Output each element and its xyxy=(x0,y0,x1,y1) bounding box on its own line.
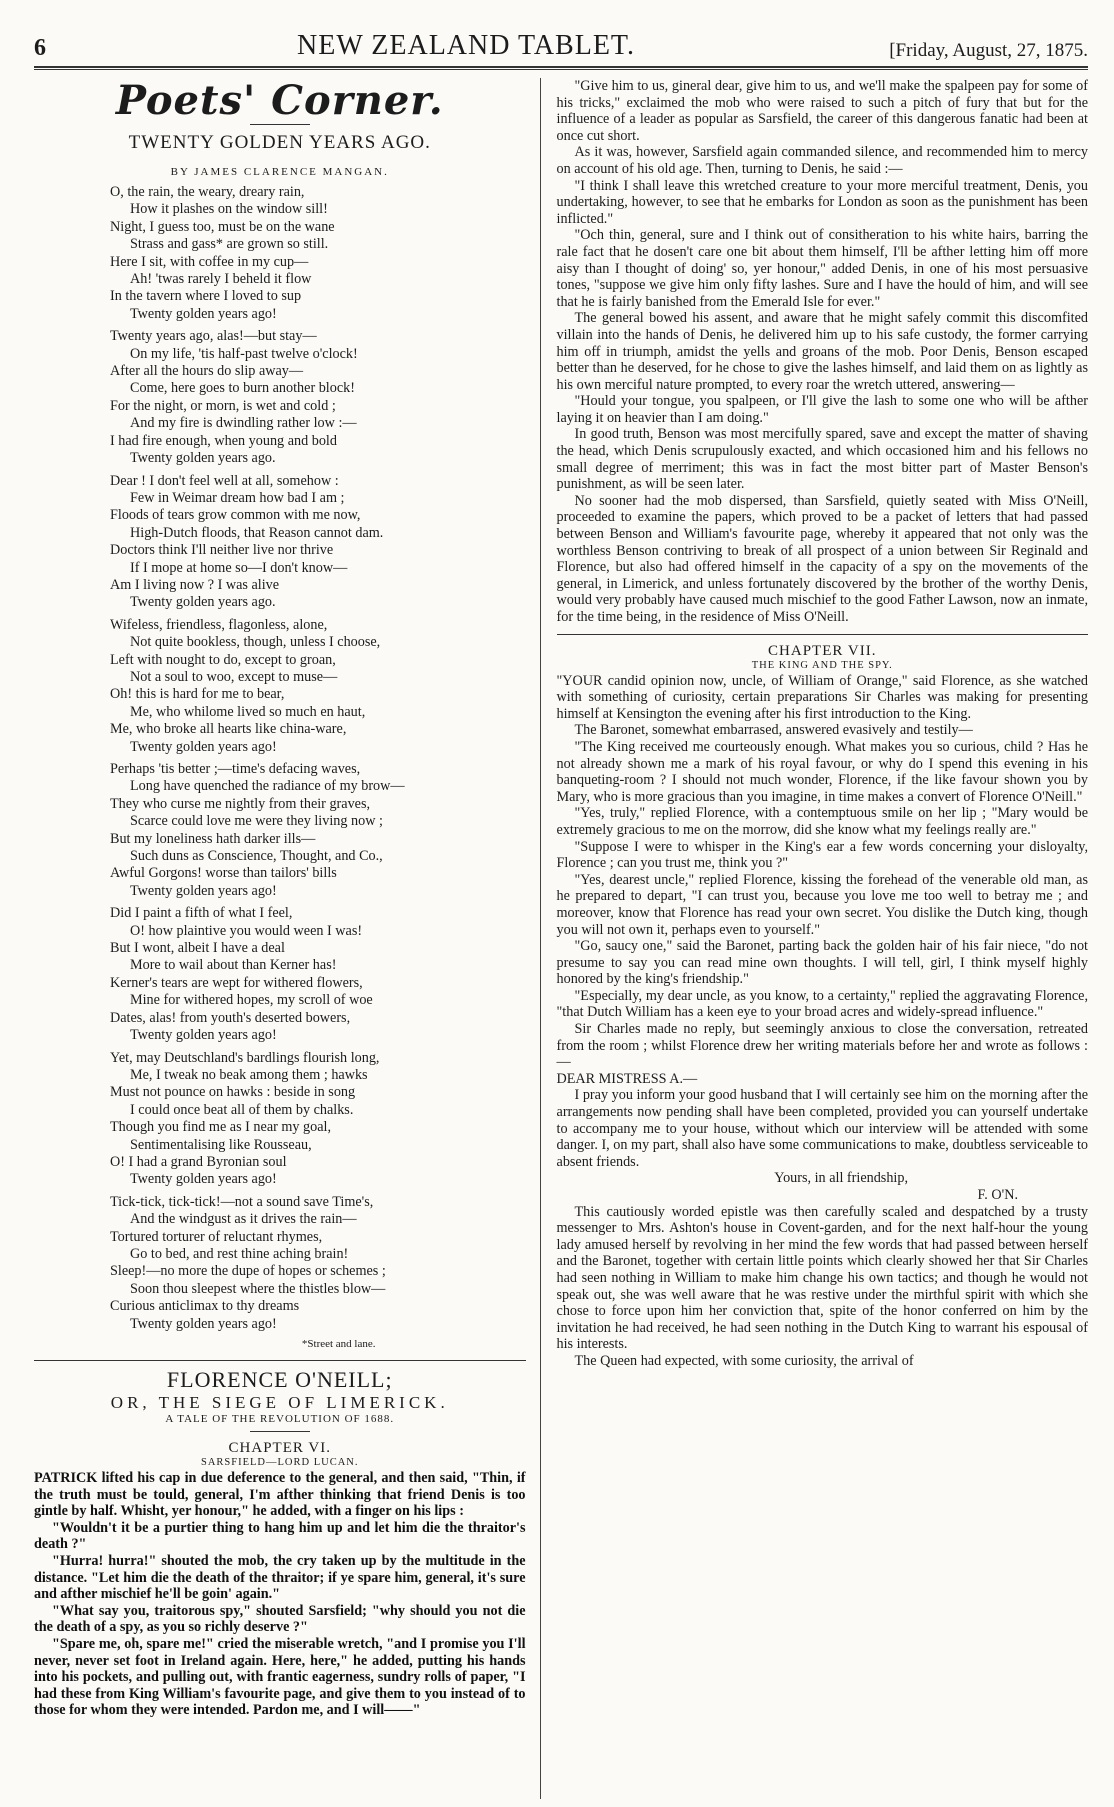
poem-line: Doctors think I'll neither live nor thrive xyxy=(110,542,334,559)
poem-stanza xyxy=(110,617,526,756)
poem-line: Such duns as Conscience, Thought, and Co., xyxy=(130,848,383,865)
poem-line: Me, who whilome lived so much en haut, xyxy=(130,703,366,720)
poem-line: Tortured torturer of reluctant rhymes, xyxy=(110,1228,323,1245)
chapter-7-subtitle: THE KING AND THE SPY. xyxy=(751,659,893,671)
right-column xyxy=(541,78,1088,1799)
poem-line: Not a soul to woo, except to muse— xyxy=(130,668,338,685)
poets-corner-heading: Poets' Corner. xyxy=(115,78,444,124)
poem-line: Am I living now ? I was alive xyxy=(110,576,280,593)
page-number: 6 xyxy=(34,35,46,61)
poem-line: O! how plaintive you would ween I was! xyxy=(130,922,363,939)
poem-line: If I mope at home so—I don't know— xyxy=(130,559,348,576)
poem-line: Go to bed, and rest thine aching brain! xyxy=(130,1245,349,1262)
letter-salutation: DEAR MISTRESS A.— xyxy=(556,1070,698,1087)
letter-closing: Yours, in all friendship, xyxy=(774,1170,908,1187)
paragraph: "I think I shall leave this wretched creature to your more merciful treatment, Denis, you undertaking, however, to see that he embarks for London as soon as the punishment has been inflicted." xyxy=(556,177,1088,227)
paragraph: PATRICK lifted his cap in due deference to the general, and then said, "Thin, if the truth must be tould, general, I'm afther thinking that friend Denis is too gintle by half. Whisht, yer honour," he added, with a finger on his lips : xyxy=(34,1470,526,1520)
poem-line: And the windgust as it drives the rain— xyxy=(130,1211,357,1228)
poem-line: On my life, 'tis half-past twelve o'clock! xyxy=(130,345,358,362)
poem-stanza xyxy=(110,1194,526,1333)
paragraph: The Queen had expected, with some curiosity, the arrival of xyxy=(574,1352,914,1369)
paragraph: "Wouldn't it be a purtier thing to hang him up and let him die the thraitor's death ?" xyxy=(34,1519,526,1553)
paragraph: Sir Charles made no reply, but seemingly anxious to close the conversation, retreated from the room ; whilst Florence drew her writing materials before her and wrote as follows :— xyxy=(556,1021,1088,1071)
poem-line: Twenty golden years ago! xyxy=(130,1315,277,1332)
paragraph: "Hurra! hurra!" shouted the mob, the cry taken up by the multitude in the distance. "Let him die the death of the thraitor; if ye spare him, general, it's sure and afther mischief he'll be goin' again." xyxy=(34,1552,526,1603)
poem-line: Few in Weimar dream how bad I am ; xyxy=(130,489,345,506)
paragraph: "YOUR candid opinion now, uncle, of William of Orange," said Florence, as she watched with something of curiosity, certain preparations Sir Charles was making for presenting himself at Kensington the evening after his first introduction to the King. xyxy=(556,672,1088,722)
poem-stanza xyxy=(110,184,526,323)
poem-line: Perhaps 'tis better ;—time's defacing waves, xyxy=(110,761,361,777)
chapter-rule xyxy=(250,1431,310,1432)
poem-line: Did I paint a fifth of what I feel, xyxy=(110,905,293,922)
poem-line: But I wont, albeit I have a deal xyxy=(110,940,285,957)
poem-line: Twenty golden years ago! xyxy=(130,305,277,322)
story-subtitle: OR, THE SIEGE OF LIMERICK. xyxy=(110,1393,449,1412)
story-tale-line: A TALE OF THE REVOLUTION OF 1688. xyxy=(165,1413,395,1425)
poem-line: High-Dutch floods, that Reason cannot dam. xyxy=(130,524,384,541)
paragraph: "Yes, truly," replied Florence, with a contemptuous smile on her lip ; "Mary would be extremely gracious to me on the morrow, did she know what my feelings really are." xyxy=(556,805,1088,838)
poem-line: Must not pounce on hawks : beside in song xyxy=(110,1084,356,1101)
paragraph: The general bowed his assent, and aware that he might safely commit this discomfited villain into the hands of Denis, he delivered him up to his safe custody, the former carrying him off in triumph, amidst the yells and groans of the mob. Poor Denis, Benson escaped better than he deserved, for he chose to give the lashes himself, and laid them on as lightly as his own merciful nature prompted, to every roar the wretch uttered, answering— xyxy=(556,310,1088,393)
letter-signature: F. O'N. xyxy=(977,1187,1018,1203)
story-title: FLORENCE O'NEILL; xyxy=(34,1360,526,1393)
poem-line: I had fire enough, when young and bold xyxy=(110,432,337,449)
poem-line: Wifeless, friendless, flagonless, alone, xyxy=(110,616,328,633)
poem-line: Sentimentalising like Rousseau, xyxy=(130,1136,312,1153)
poem-line: Dates, alas! from youth's deserted bowers, xyxy=(110,1009,351,1026)
poem-line: But my loneliness hath darker ills— xyxy=(110,830,316,847)
poem-stanza xyxy=(110,328,526,467)
poem-stanza xyxy=(110,1050,526,1189)
poem-line: Twenty golden years ago! xyxy=(130,882,277,899)
paragraph: "The King received me courteously enough. What makes you so curious, child ? Has he not already shown me a mark of his royal favour, or why do I spend this evening in his banqueting-room ? I should not much wonder, Florence, if the like favour shown you by Mary, who is more gracious than you imagine, in time makes a convert of Florence O'Neill." xyxy=(556,738,1088,805)
poem-body xyxy=(34,184,526,1333)
heading-ornament-rule xyxy=(250,124,310,130)
poem-line: More to wail about than Kerner has! xyxy=(130,957,337,974)
paragraph: This cautiously worded epistle was then carefully scaled and despatched by a trusty messenger to Mrs. Ashton's house in Covent-garden, and for the next half-hour the young lady amused herself by revolving in her mind the few words that had passed between herself and the Baronet, together with certain little points which clearly showed her that Sir Charles had seen nothing in William to make him change his own tactics; and though he would not speak out, she was well aware that he was restive under the mirthful spirit with which she chose to force upon him her conviction that, spite of the honor conferred on him by the invitation he had received, he had seen nothing in the Dutch King to warrant his espousal of his interests. xyxy=(556,1203,1088,1353)
chapter-7-text xyxy=(557,673,1088,1071)
poem-line: Sleep!—no more the dupe of hopes or schemes ; xyxy=(110,1263,386,1280)
poem-line: Twenty golden years ago! xyxy=(130,1027,277,1044)
poem-stanza xyxy=(110,473,526,612)
poem-line: Not quite bookless, though, unless I choose, xyxy=(130,634,381,651)
poem-line: For the night, or morn, is wet and cold ; xyxy=(110,397,336,414)
paragraph: "Suppose I were to whisper in the King's ear a few words concerning your disloyalty, Florence ; can you trust me, think you ?" xyxy=(556,838,1088,872)
poem-footnote: *Street and lane. xyxy=(301,1338,376,1350)
poem-line: Strass and gass* are grown so still. xyxy=(130,236,329,253)
poem-line: Awful Gorgons! worse than tailors' bills xyxy=(110,865,337,882)
chapter-6-subtitle: SARSFIELD—LORD LUCAN. xyxy=(201,1457,359,1468)
poem-line: Floods of tears grow common with me now, xyxy=(110,507,361,524)
paragraph: "Spare me, oh, spare me!" cried the miserable wretch, "and I promise you I'll never, never set foot in Ireland again. Here, here," he added, putting his hands into his pockets, and pulling out, with frantic eagerness, sundry rolls of paper, "I had these from King William's favourite page, and give them to you instead of to those for whom they were intended. Pardon me, and I will——" xyxy=(34,1635,526,1719)
poem-line: Twenty years ago, alas!—but stay— xyxy=(110,328,317,345)
poem-line: Ah! 'twas rarely I beheld it flow xyxy=(130,271,312,288)
poem-line: Tick-tick, tick-tick!—not a sound save Time's, xyxy=(110,1193,374,1210)
poem-line: And my fire is dwindling rather low :— xyxy=(130,415,357,432)
paragraph: "Och thin, general, sure and I think out of consitheration to his white hairs, barring the rale fact that he dosen't care one bit about them himself, I'll be afther letting him off more aisy than I thought of doing' so, yer honour," added Denis, in one of his most persuasive tones, "suppose we give him only fifty lashes. Sure and I have the hould of him, and will see that he is fairly banished from the Emerald Isle for ever." xyxy=(556,227,1088,310)
poem-line: Mine for withered hopes, my scroll of woe xyxy=(130,992,373,1009)
poem-line: How it plashes on the window sill! xyxy=(130,201,328,218)
poem-line: Twenty golden years ago! xyxy=(130,1171,277,1188)
poem-stanza xyxy=(110,761,526,900)
poem-line: Long have quenched the radiance of my brow— xyxy=(130,778,405,795)
poem-line: Curious anticlimax to thy dreams xyxy=(110,1298,300,1315)
masthead xyxy=(34,20,1088,62)
chapter-6-text-right xyxy=(557,78,1088,626)
paragraph: The Baronet, somewhat embarrased, answered evasively and testily— xyxy=(574,722,973,739)
poem-line: Here I sit, with coffee in my cup— xyxy=(110,253,309,270)
paragraph: No sooner had the mob dispersed, than Sarsfield, quietly seated with Miss O'Neill, proceeded to examine the papers, which proved to be a packet of letters that had passed between Benson and William's favourite page, whereby it appeared that not only was the worthless Benson contriving to break of all prospect of a union between Sir Reginald and Florence, but also had offered himself in the capacity of a spy on the movements of the general, in Limerick, and unless fortunately discovered by the brother of the worthy Denis, would very probably have caused much mischief to the good Father Lawson, now an inmate, for the time being, in the residence of Miss O'Neill. xyxy=(556,492,1088,625)
paragraph: "Yes, dearest uncle," replied Florence, kissing the forehead of the venerable old man, as he prepared to depart, "I can trust you, because you love me too well to betray me ; and moreover, know that Florence has read your own secret. You dislike the Dutch king, though you will not own it, perhaps even to yourself." xyxy=(556,871,1088,938)
issue-date: [Friday, August, 27, 1875. xyxy=(889,40,1088,61)
poem-line: Scarce could love me were they living now ; xyxy=(130,813,383,830)
poem-line: Though you find me as I near my goal, xyxy=(110,1119,332,1136)
poem-title: TWENTY GOLDEN YEARS AGO. xyxy=(128,132,431,153)
poem-line: O, the rain, the weary, dreary rain, xyxy=(110,184,305,200)
columns xyxy=(34,78,1088,1799)
poem-line: Dear ! I don't feel well at all, somehow : xyxy=(110,472,339,489)
chapter-6-text-left xyxy=(34,1470,526,1719)
poem-line: In the tavern where I loved to sup xyxy=(110,288,302,305)
poem-line: They who curse me nightly from their graves, xyxy=(110,795,371,812)
poem-stanza xyxy=(110,905,526,1044)
paragraph: "Go, saucy one," said the Baronet, parting back the golden hair of his fair niece, "do not presume to say you can read mine own thoughts. I will tell, girl, I think myself highly honored by the king's friendship." xyxy=(556,938,1088,988)
poem-line: O! I had a grand Byronian soul xyxy=(110,1153,287,1170)
chapter-6-title: CHAPTER VI. xyxy=(228,1440,331,1456)
poem-line: Come, here goes to burn another block! xyxy=(130,380,355,397)
left-column xyxy=(34,78,540,1799)
poem-byline: BY JAMES CLARENCE MANGAN. xyxy=(170,166,389,178)
paragraph: "Especially, my dear uncle, as you know, to a certainty," replied the aggravating Florence, "that Dutch William has a keen eye to your broad acres and widely-spread influence." xyxy=(556,987,1088,1021)
letter-body: I pray you inform your good husband that I will certainly see him on the morning after the arrangements now pending shall have been completed, provided you can yourself undertake to accompany me to your house, without which our interview will be attended with some danger. I, on my part, shall also have some communications to make, doubtless serviceable to absent friends. xyxy=(556,1087,1088,1170)
poem-line: Oh! this is hard for me to bear, xyxy=(110,686,285,703)
poem-line: Twenty golden years ago! xyxy=(130,738,277,755)
poem-line: Twenty golden years ago. xyxy=(130,594,276,611)
chapter-7-title: CHAPTER VII. xyxy=(768,642,877,659)
poem-line: Me, I tweak no beak among them ; hawks xyxy=(130,1066,368,1083)
masthead-rule xyxy=(34,66,1088,70)
poem-line: I could once beat all of them by chalks. xyxy=(130,1101,354,1118)
poem-line: Me, who broke all hearts like china-ware, xyxy=(110,721,347,738)
poem-line: Night, I guess too, must be on the wane xyxy=(110,218,335,235)
poem-line: After all the hours do slip away— xyxy=(110,363,304,380)
paragraph: "Hould your tongue, you spalpeen, or I'll give the lash to some one who will be afther laying it on heavier than I am doing." xyxy=(556,393,1088,426)
paragraph: As it was, however, Sarsfield again commanded silence, and recommended him to mercy on account of his old age. Then, turning to Denis, he said :— xyxy=(556,144,1088,177)
chapter-7-continuation xyxy=(557,1204,1088,1370)
newspaper-title: NEW ZEALAND TABLET. xyxy=(297,30,635,61)
poem-line: Soon thou sleepest where the thistles blow— xyxy=(130,1280,386,1297)
poem-line: Kerner's tears are wept for withered flowers, xyxy=(110,974,363,991)
paragraph: "What say you, traitorous spy," shouted Sarsfield; "why should you not die the death of a spy, as you so richly deserve ?" xyxy=(34,1602,526,1636)
paragraph: In good truth, Benson was most mercifully spared, save and except the matter of shaving the head, which Denis scrupulously exacted, and which occasioned him and his fellows no small degree of merriment; this was in fact the most bitter part of Master Benson's punishment, as will be seen later. xyxy=(556,426,1088,493)
chapter-divider-rule xyxy=(557,634,1088,635)
poem-line: Yet, may Deutschland's bardlings flourish long, xyxy=(110,1049,380,1066)
paragraph: "Give him to us, gineral dear, give him to us, and we'll make the spalpeen pay for some of his tricks," exclaimed the mob who were raised to such a pitch of fury that but for the influence of a leader as popular as Sarsfield, the career of this dangerous fanatic had been at once cut short. xyxy=(556,78,1088,144)
poem-line: Left with nought to do, except to groan, xyxy=(110,651,336,668)
letter xyxy=(557,1071,1088,1204)
poem-line: Twenty golden years ago. xyxy=(130,450,276,467)
